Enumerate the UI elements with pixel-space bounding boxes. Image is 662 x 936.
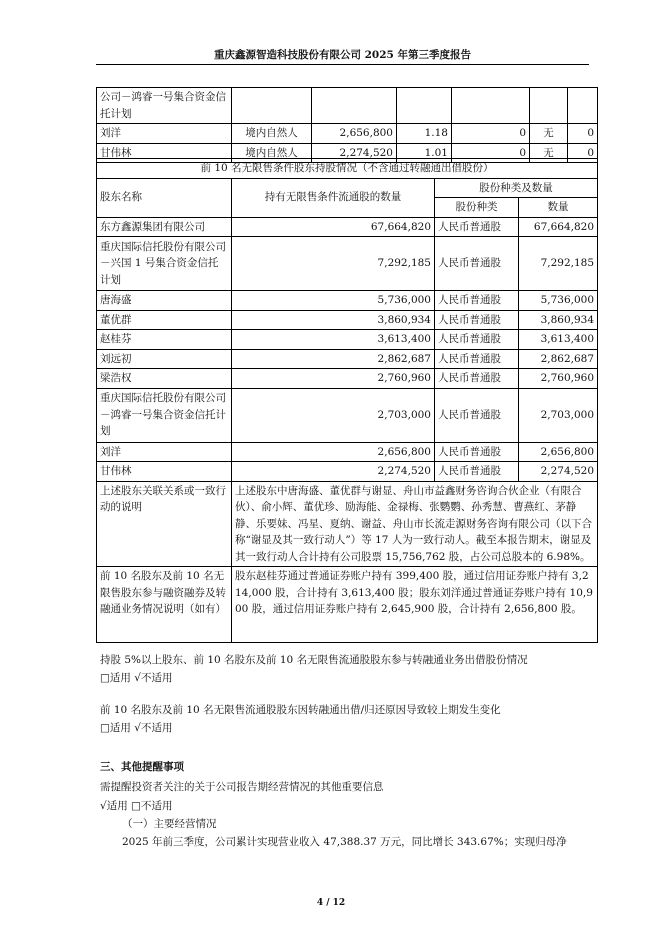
col-header-shares: 持有无限售条件流通股的数量 <box>232 178 435 217</box>
table-row <box>97 88 598 124</box>
holder-name: 刘洋 <box>97 442 232 462</box>
holder-name: 东方鑫源集团有限公司 <box>97 217 232 237</box>
unrestricted-holders-table <box>96 158 598 643</box>
table-row <box>97 330 598 350</box>
holder-name: 甘伟林 <box>97 143 232 163</box>
holder-type: 境内自然人 <box>232 124 312 144</box>
holder-name: 梁浩权 <box>97 369 232 389</box>
holder-status-qty: 0 <box>568 143 598 163</box>
table-title: 前 10 名无限售条件股东持股情况（不含通过转融通出借股份） <box>97 159 598 179</box>
subsection-title: （一）主要经营情况 <box>122 818 217 830</box>
holder-kind: 人民币普通股 <box>435 237 519 291</box>
holder-shares: 3,860,934 <box>232 310 435 330</box>
holder-kind: 人民币普通股 <box>435 388 519 442</box>
lending-status-option: □适用 √不适用 <box>100 672 173 684</box>
table-row <box>97 237 598 291</box>
table-row <box>97 481 598 567</box>
related-parties-text: 上述股东中唐海盛、董优群与谢显、舟山市益鑫财务咨询合伙企业（有限合伙）、俞小辉、董优珍、励海能、金禄梅、张鹦鹦、孙秀慧、曹燕红、茅静静、乐要妹、冯星、夏纳、谢益、舟山市长流走源财务咨询有限公司（以下合称“谢显及其一致行动人”）等 17 人为一致行动人。截至本报告期末，谢显及其一致行动人合计持有公司股票 15,756,762 股，占公司总股本的 6.98%。 <box>232 481 598 567</box>
holder-qty: 5,736,000 <box>519 291 598 311</box>
table-row <box>97 462 598 482</box>
holder-qty: 3,860,934 <box>519 310 598 330</box>
page-header-title: 重庆鑫源智造科技股份有限公司 2025 年第三季度报告 <box>213 49 472 61</box>
holder-kind: 人民币普通股 <box>435 349 519 369</box>
table-row <box>97 369 598 389</box>
holder-pct <box>397 88 452 124</box>
holder-type <box>232 88 312 124</box>
holder-qty: 2,862,687 <box>519 349 598 369</box>
header-divider <box>96 64 589 65</box>
holder-kind: 人民币普通股 <box>435 291 519 311</box>
holder-qty: 2,703,000 <box>519 388 598 442</box>
page-number: 4 / 12 <box>316 898 346 908</box>
table-header-row <box>97 178 598 198</box>
holder-pct: 1.01 <box>397 143 452 163</box>
holder-shares: 2,703,000 <box>232 388 435 442</box>
lending-status-text: 持股 5%以上股东、前 10 名股东及前 10 名无限售流通股股东参与转融通业务出借股份情况 <box>100 654 528 666</box>
table-row <box>97 124 598 144</box>
holder-kind: 人民币普通股 <box>435 330 519 350</box>
holder-qty: 2,760,960 <box>519 369 598 389</box>
holder-pledged <box>452 88 530 124</box>
holder-shares <box>312 88 397 124</box>
col-header-kind-group: 股份种类及数量 <box>435 178 598 198</box>
holder-status-qty: 0 <box>568 124 598 144</box>
table-row <box>97 567 598 643</box>
holder-name: 唐海盛 <box>97 291 232 311</box>
holder-shares: 2,862,687 <box>232 349 435 369</box>
holder-status: 无 <box>530 143 568 163</box>
holder-kind: 人民币普通股 <box>435 369 519 389</box>
holder-shares: 5,736,000 <box>232 291 435 311</box>
holder-name: 重庆国际信托股份有限公司－鸿睿一号集合资金信托计划 <box>97 388 232 442</box>
related-parties-label: 上述股东关联关系或一致行动的说明 <box>97 481 232 567</box>
operating-summary-text: 2025 年前三季度，公司累计实现营业收入 47,388.37 万元，同比增长 343.67%；实现归母净 <box>122 836 567 848</box>
table-title-row <box>97 159 598 179</box>
holder-name: 甘伟林 <box>97 462 232 482</box>
margin-financing-text: 股东赵桂芬通过普通证券账户持有 399,400 股，通过信用证券账户持有 3,214,000 股，合计持有 3,613,400 股；股东刘洋通过普通证券账户持有 10,900 股，通过信用证券账户持有 2,645,900 股，合计持有 2,656,800 股。 <box>232 567 598 643</box>
holder-shares: 2,274,520 <box>312 143 397 163</box>
reminder-text: 需提醒投资者关注的关于公司报告期经营情况的其他重要信息 <box>100 781 384 793</box>
holder-kind: 人民币普通股 <box>435 442 519 462</box>
holder-qty: 2,274,520 <box>519 462 598 482</box>
holder-pledged: 0 <box>452 143 530 163</box>
holder-status <box>530 88 568 124</box>
holder-type: 境内自然人 <box>232 143 312 163</box>
holder-kind: 人民币普通股 <box>435 217 519 237</box>
holder-shares: 2,656,800 <box>312 124 397 144</box>
holder-name: 董优群 <box>97 310 232 330</box>
holder-qty: 67,664,820 <box>519 217 598 237</box>
holder-kind: 人民币普通股 <box>435 310 519 330</box>
holder-shares: 2,274,520 <box>232 462 435 482</box>
table-row <box>97 310 598 330</box>
table-row <box>97 442 598 462</box>
table-row <box>97 217 598 237</box>
top-holders-table-continued <box>96 87 598 163</box>
section-title: 三、其他提醒事项 <box>100 761 184 773</box>
holder-qty: 2,656,800 <box>519 442 598 462</box>
table-row <box>97 388 598 442</box>
reminder-option: √适用 □不适用 <box>100 800 173 812</box>
holder-qty: 3,613,400 <box>519 330 598 350</box>
table-row <box>97 349 598 369</box>
holder-shares: 2,656,800 <box>232 442 435 462</box>
col-header-name: 股东名称 <box>97 178 232 217</box>
holder-name: 刘洋 <box>97 124 232 144</box>
holder-pct: 1.18 <box>397 124 452 144</box>
holder-qty: 7,292,185 <box>519 237 598 291</box>
col-header-qty: 数量 <box>519 198 598 218</box>
holder-name: 公司－鸿睿一号集合资金信托计划 <box>97 88 232 124</box>
holder-shares: 3,613,400 <box>232 330 435 350</box>
holder-status: 无 <box>530 124 568 144</box>
col-header-kind: 股份种类 <box>435 198 519 218</box>
holder-name: 重庆国际信托股份有限公司－兴国 1 号集合资金信托计划 <box>97 237 232 291</box>
holder-shares: 2,760,960 <box>232 369 435 389</box>
holder-name: 刘远初 <box>97 349 232 369</box>
holder-shares: 67,664,820 <box>232 217 435 237</box>
lending-change-text: 前 10 名股东及前 10 名无限售流通股股东因转融通出借/归还原因导致较上期发生变化 <box>100 704 501 716</box>
margin-financing-label: 前 10 名股东及前 10 名无限售股东参与融资融券及转融通业务情况说明（如有） <box>97 567 232 643</box>
holder-name: 赵桂芬 <box>97 330 232 350</box>
holder-pledged: 0 <box>452 124 530 144</box>
holder-shares: 7,292,185 <box>232 237 435 291</box>
holder-kind: 人民币普通股 <box>435 462 519 482</box>
holder-status-qty <box>568 88 598 124</box>
lending-change-option: □适用 √不适用 <box>100 722 173 734</box>
table-row <box>97 291 598 311</box>
